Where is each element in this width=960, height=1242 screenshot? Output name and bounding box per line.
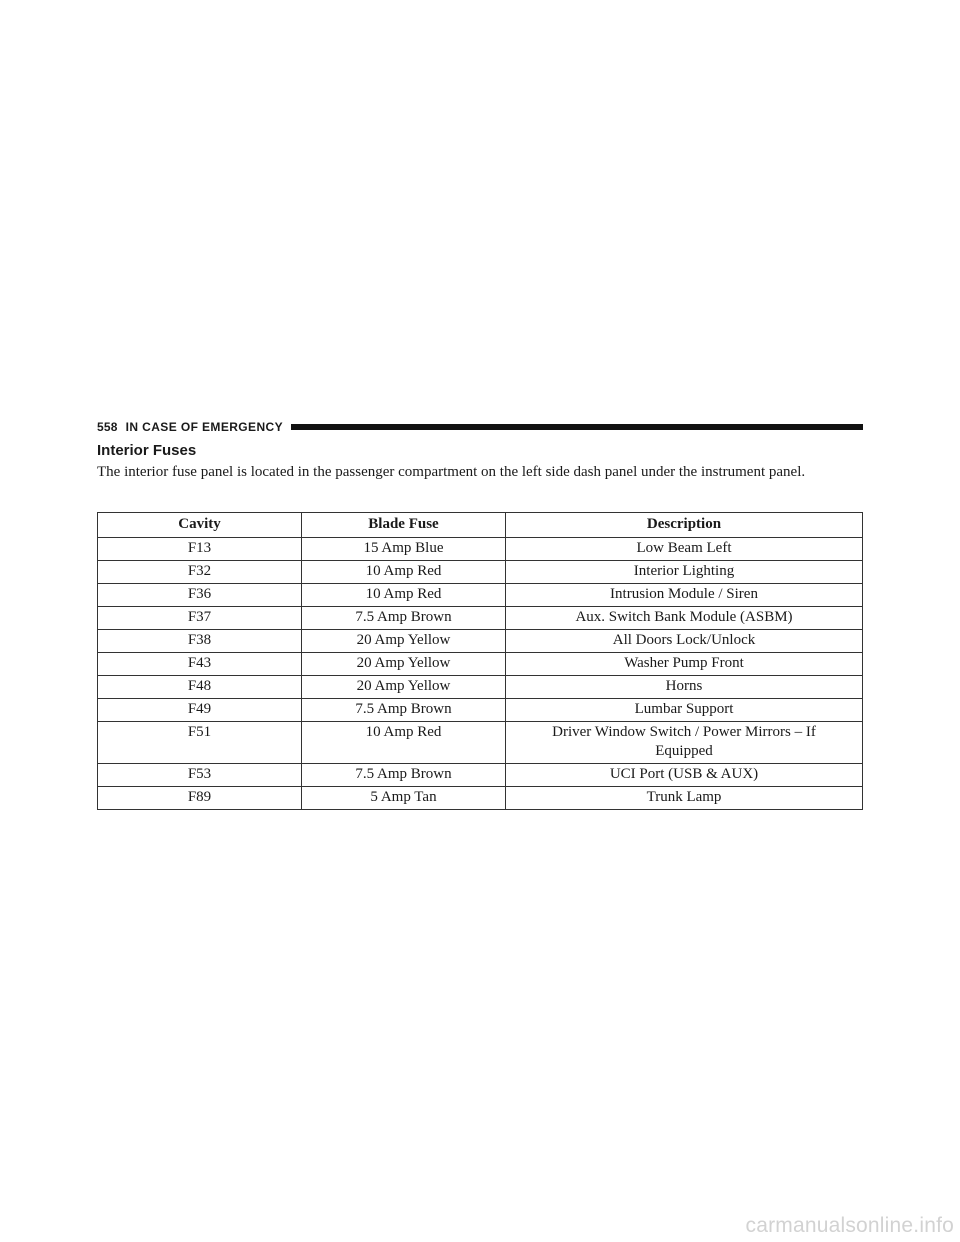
cavity-cell: F53 xyxy=(98,764,302,787)
blade-fuse-cell: 7.5 Amp Brown xyxy=(302,607,506,630)
cavity-cell: F51 xyxy=(98,722,302,764)
blade-fuse-cell: 15 Amp Blue xyxy=(302,538,506,561)
blade-fuse-cell: 20 Amp Yellow xyxy=(302,676,506,699)
description-cell: All Doors Lock/Unlock xyxy=(506,630,863,653)
table-row xyxy=(98,538,863,561)
cavity-cell: F36 xyxy=(98,584,302,607)
blade-fuse-cell: 10 Amp Red xyxy=(302,722,506,764)
blade-fuse-cell: 7.5 Amp Brown xyxy=(302,699,506,722)
table-row xyxy=(98,764,863,787)
blade-fuse-cell: 7.5 Amp Brown xyxy=(302,764,506,787)
table-row xyxy=(98,676,863,699)
intro-paragraph: The interior fuse panel is located in the passenger compartment on the left side dash panel under the instrument panel. xyxy=(97,464,806,480)
column-header-description: Description xyxy=(506,513,863,538)
table-row xyxy=(98,722,863,764)
table-row xyxy=(98,787,863,810)
description-cell: Aux. Switch Bank Module (ASBM) xyxy=(506,607,863,630)
table-row xyxy=(98,699,863,722)
cavity-cell: F48 xyxy=(98,676,302,699)
table-row xyxy=(98,584,863,607)
header-rule xyxy=(291,424,863,430)
description-cell: Low Beam Left xyxy=(506,538,863,561)
table-row xyxy=(98,653,863,676)
section-name: IN CASE OF EMERGENCY xyxy=(125,420,283,434)
section-title: Interior Fuses xyxy=(97,442,197,459)
blade-fuse-cell: 20 Amp Yellow xyxy=(302,630,506,653)
description-cell: Trunk Lamp xyxy=(506,787,863,810)
table-header-row xyxy=(98,513,863,538)
table-row xyxy=(98,630,863,653)
cavity-cell: F43 xyxy=(98,653,302,676)
page-number: 558 xyxy=(97,420,118,434)
cavity-cell: F49 xyxy=(98,699,302,722)
column-header-blade-fuse: Blade Fuse xyxy=(302,513,506,538)
blade-fuse-cell: 10 Amp Red xyxy=(302,584,506,607)
table-row xyxy=(98,561,863,584)
description-cell: Washer Pump Front xyxy=(506,653,863,676)
page-header xyxy=(97,418,863,436)
column-header-cavity: Cavity xyxy=(98,513,302,538)
blade-fuse-cell: 5 Amp Tan xyxy=(302,787,506,810)
description-cell: Lumbar Support xyxy=(506,699,863,722)
description-cell: Horns xyxy=(506,676,863,699)
watermark: carmanualsonline.info xyxy=(745,1214,954,1237)
blade-fuse-cell: 10 Amp Red xyxy=(302,561,506,584)
cavity-cell: F13 xyxy=(98,538,302,561)
cavity-cell: F32 xyxy=(98,561,302,584)
cavity-cell: F89 xyxy=(98,787,302,810)
description-cell: Driver Window Switch / Power Mirrors – If Equipped xyxy=(506,722,863,764)
description-cell: Interior Lighting xyxy=(506,561,863,584)
description-cell: UCI Port (USB & AUX) xyxy=(506,764,863,787)
cavity-cell: F37 xyxy=(98,607,302,630)
table-row xyxy=(98,607,863,630)
fuse-table xyxy=(97,512,863,810)
description-cell: Intrusion Module / Siren xyxy=(506,584,863,607)
blade-fuse-cell: 20 Amp Yellow xyxy=(302,653,506,676)
cavity-cell: F38 xyxy=(98,630,302,653)
